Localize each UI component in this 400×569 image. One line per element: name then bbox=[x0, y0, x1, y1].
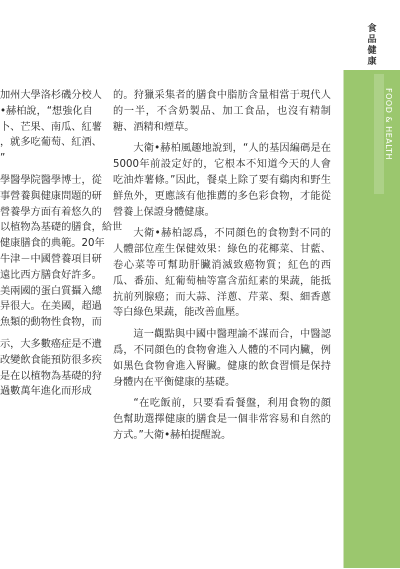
left-text-line: 示，大多數癌症是不遺 bbox=[0, 338, 102, 350]
body-paragraph: 的。狩獵采集者的膳食中脂肪含量相當于現代人的一半，不含奶製品、加工食品，也沒有精制糖、酒精和煙草。 bbox=[113, 90, 331, 133]
body-paragraph: “在吃飯前，只要看看餐盤，利用食物的顔色幫助選擇健康的膳食是一個非常容易和自然的方式。”大衛•赫柏提醒說。 bbox=[113, 398, 331, 441]
left-text-line: 過數萬年進化而形成 bbox=[0, 386, 92, 398]
left-text-line: 以植物為基礎的膳食，給世 bbox=[0, 222, 123, 234]
left-text-line: ，就多吃葡萄、紅酒、 bbox=[0, 137, 102, 149]
right-text-column bbox=[113, 88, 331, 444]
section-label-english: FOOD & HEALTH bbox=[384, 88, 393, 160]
left-text-line: 健康膳食的典範。20年 bbox=[0, 238, 105, 250]
left-text-line: 异很大。在美國，超過 bbox=[0, 301, 102, 313]
body-paragraph: 大衛•赫柏認爲，不同顔色的食物對不同的人體部位産生保健效果：綠色的花椰菜、甘藍、卷心菜等可幫助肝臟消滅致癌物質；紅色的西瓜、番茄、紅葡萄柚等富含茄紅素的果蔬，能抵抗前列腺癌；而大蒜、洋蔥、芹菜、梨、細香蔥等白綠色果蔬，能改善血壓。 bbox=[113, 228, 331, 319]
body-paragraph: 大衛•赫柏風趣地說到，“人的基因編碼是在5000年前設定好的，它根本不知道今天的人會吃油炸薯條。”因此，餐桌上除了要有鷄肉和野生鮮魚外，更應該有他推薦的多色彩食物，才能從營養上保證身體健康。 bbox=[113, 143, 331, 218]
left-text-line: 營養學方面有着悠久的 bbox=[0, 206, 102, 218]
left-text-line: 美兩國的蛋白質攝入總 bbox=[0, 285, 102, 297]
section-label-chinese: 食品健康 bbox=[367, 24, 377, 67]
left-text-line: 是在以植物為基礎的狩 bbox=[0, 370, 102, 382]
left-text-line: 牛津－中國營養項目研 bbox=[0, 253, 102, 265]
left-text-line: •赫柏說，“想強化自 bbox=[0, 105, 93, 117]
left-text-line: 遠比西方膳食好許多。 bbox=[0, 269, 102, 281]
left-text-line: 改變飲食能預防很多疾 bbox=[0, 354, 102, 366]
left-text-line: 事營養與健康問題的研 bbox=[0, 190, 102, 202]
side-tab-highlight bbox=[374, 74, 384, 194]
left-text-line: 學醫學院醫學博士，從 bbox=[0, 174, 102, 186]
left-text-column bbox=[0, 88, 123, 518]
left-text-line: ” bbox=[0, 153, 6, 165]
left-text-line: 魚類的動物性食物，而 bbox=[0, 317, 102, 329]
body-paragraph: 這一觀點與中國中醫理論不謀而合，中醫認爲，不同顔色的食物會進入人體的不同内臟，例如黑色食物會進入腎臟。健康的飲食習慣是保持身體内在平衡健康的基礎。 bbox=[113, 329, 331, 388]
left-text-line: 加州大學洛杉磯分校人 bbox=[0, 90, 102, 101]
left-text-line: 卜、芒果、南瓜、紅薯 bbox=[0, 121, 102, 133]
